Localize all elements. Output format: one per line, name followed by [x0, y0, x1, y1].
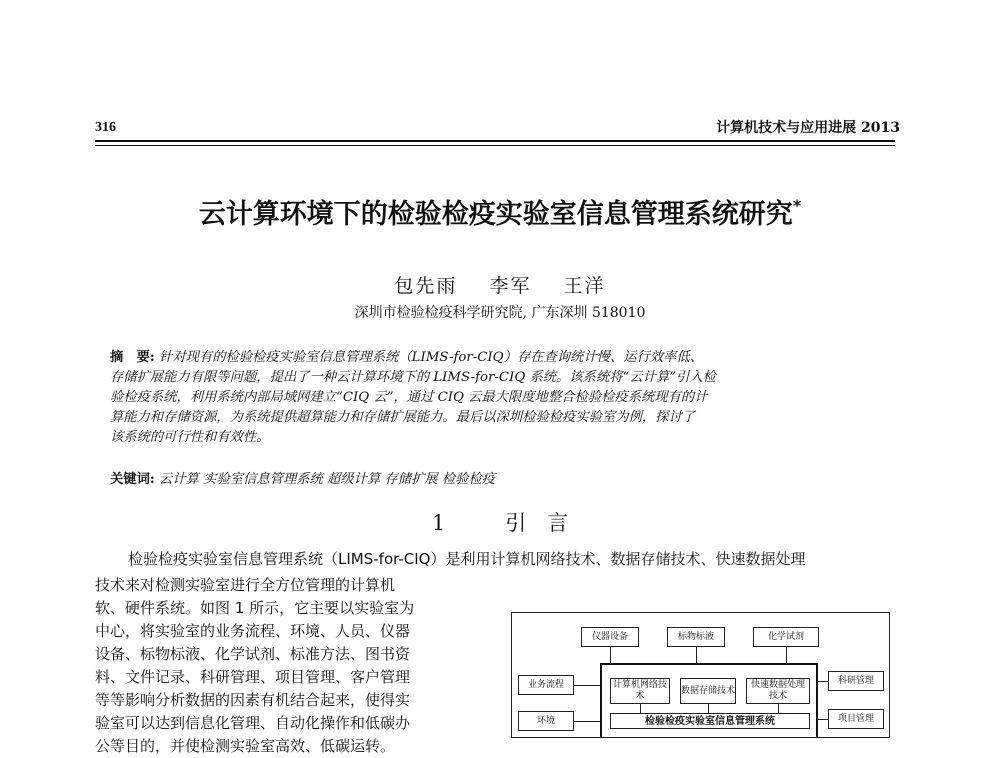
figure-1-diagram	[511, 612, 890, 738]
body-line: 设备、标物标液、化学试剂、标准方法、图书资	[95, 645, 411, 663]
abstract-line: 存储扩展能力有限等问题，提出了一种云计算环境下的 LIMS-for-CIQ 系统。该系统将“云计算”引入检	[110, 370, 716, 385]
fig-connector	[818, 681, 828, 682]
abstract-line: 验检疫系统，利用系统内部局域网建立“CIQ 云”，通过 CIQ 云最大限度地整合检验检疫系统现有的计	[110, 390, 708, 405]
journal-header: 计算机技术与应用进展 2013	[716, 120, 900, 136]
fig-connector	[818, 719, 828, 720]
abstract	[110, 348, 892, 448]
header-rule-thick	[95, 140, 895, 142]
section-number: 1	[431, 511, 446, 535]
fig-box-network-tech: 计算机网络技术	[610, 678, 670, 704]
fig-box-environment: 环境	[518, 711, 574, 731]
fig-connector	[696, 647, 697, 663]
body-line: 等等影响分析数据的因素有机结合起来，使得实	[95, 691, 411, 709]
keywords-label: 关键词:	[110, 472, 155, 487]
body-line: 验室可以达到信息化管理、自动化操作和低碳办	[95, 714, 411, 732]
author-2: 李军	[489, 275, 532, 297]
fig-box-business-flow: 业务流程	[518, 675, 574, 695]
fig-box-lims: 检验检疫实验室信息管理系统	[610, 713, 810, 729]
section-title: 引 言	[505, 511, 569, 535]
abstract-label: 摘 要:	[110, 350, 155, 365]
fig-box-project: 项目管理	[828, 709, 884, 729]
title-footnote-marker: *	[792, 196, 802, 215]
abstract-line	[110, 348, 892, 368]
body-line: 公等目的，并使检测实验室高效、低碳运转。	[95, 737, 396, 755]
body-line: 中心，将实验室的业务流程、环境、人员、仪器	[95, 622, 411, 640]
keywords-text: 云计算 实验室信息管理系统 超级计算 存储扩展 检验检疫	[159, 472, 496, 487]
abstract-line-text: 针对现有的检验检疫实验室信息管理系统（LIMS-for-CIQ）存在查询统计慢、运行效率低、	[159, 350, 704, 365]
abstract-line: 算能力和存储资源，为系统提供超算能力和存储扩展能力。最后以深圳检验检疫实验室为例，探讨了	[110, 410, 696, 425]
fig-connector	[640, 704, 641, 713]
body-line: 软、硬件系统。如图 1 所示，它主要以实验室为	[95, 599, 415, 617]
affiliation: 深圳市检验检疫科学研究院, 广东深圳 518010	[354, 305, 646, 321]
fig-connector	[778, 704, 779, 713]
fig-box-instruments: 仪器设备	[581, 627, 639, 647]
fig-connector	[574, 721, 600, 722]
body-first-line: 检验检疫实验室信息管理系统（LIMS-for-CIQ）是利用计算机网络技术、数据存储技术、快速数据处理	[128, 550, 806, 568]
keywords	[110, 468, 892, 487]
header-rule-thin	[95, 145, 895, 146]
page-number: 316	[95, 120, 116, 135]
fig-system-box	[600, 663, 818, 738]
fig-box-research: 科研管理	[828, 671, 884, 691]
body-line: 技术来对检测实验室进行全方位管理的计算机	[95, 576, 396, 594]
author-3: 王洋	[563, 275, 606, 297]
body-line: 料、文件记录、科研管理、项目管理、客户管理	[95, 668, 411, 686]
paper-title-text: 云计算环境下的检验检疫实验室信息管理系统研究	[198, 199, 793, 230]
fig-connector	[574, 685, 600, 686]
section-heading	[0, 507, 1000, 537]
author-list	[0, 271, 1000, 298]
abstract-line: 该系统的可行性和有效性。	[110, 430, 270, 445]
fig-box-processing-tech: 快速数据处理技术	[746, 678, 810, 704]
author-1: 包先雨	[394, 275, 458, 297]
body-column	[95, 574, 480, 758]
fig-connector	[786, 647, 787, 663]
fig-connector	[708, 704, 709, 713]
paper-title	[0, 192, 1000, 231]
fig-box-standards: 标物标液	[667, 627, 725, 647]
fig-box-storage-tech: 数据存储技术	[680, 678, 736, 704]
fig-connector	[610, 647, 611, 663]
fig-box-reagents: 化学试剂	[753, 627, 819, 647]
